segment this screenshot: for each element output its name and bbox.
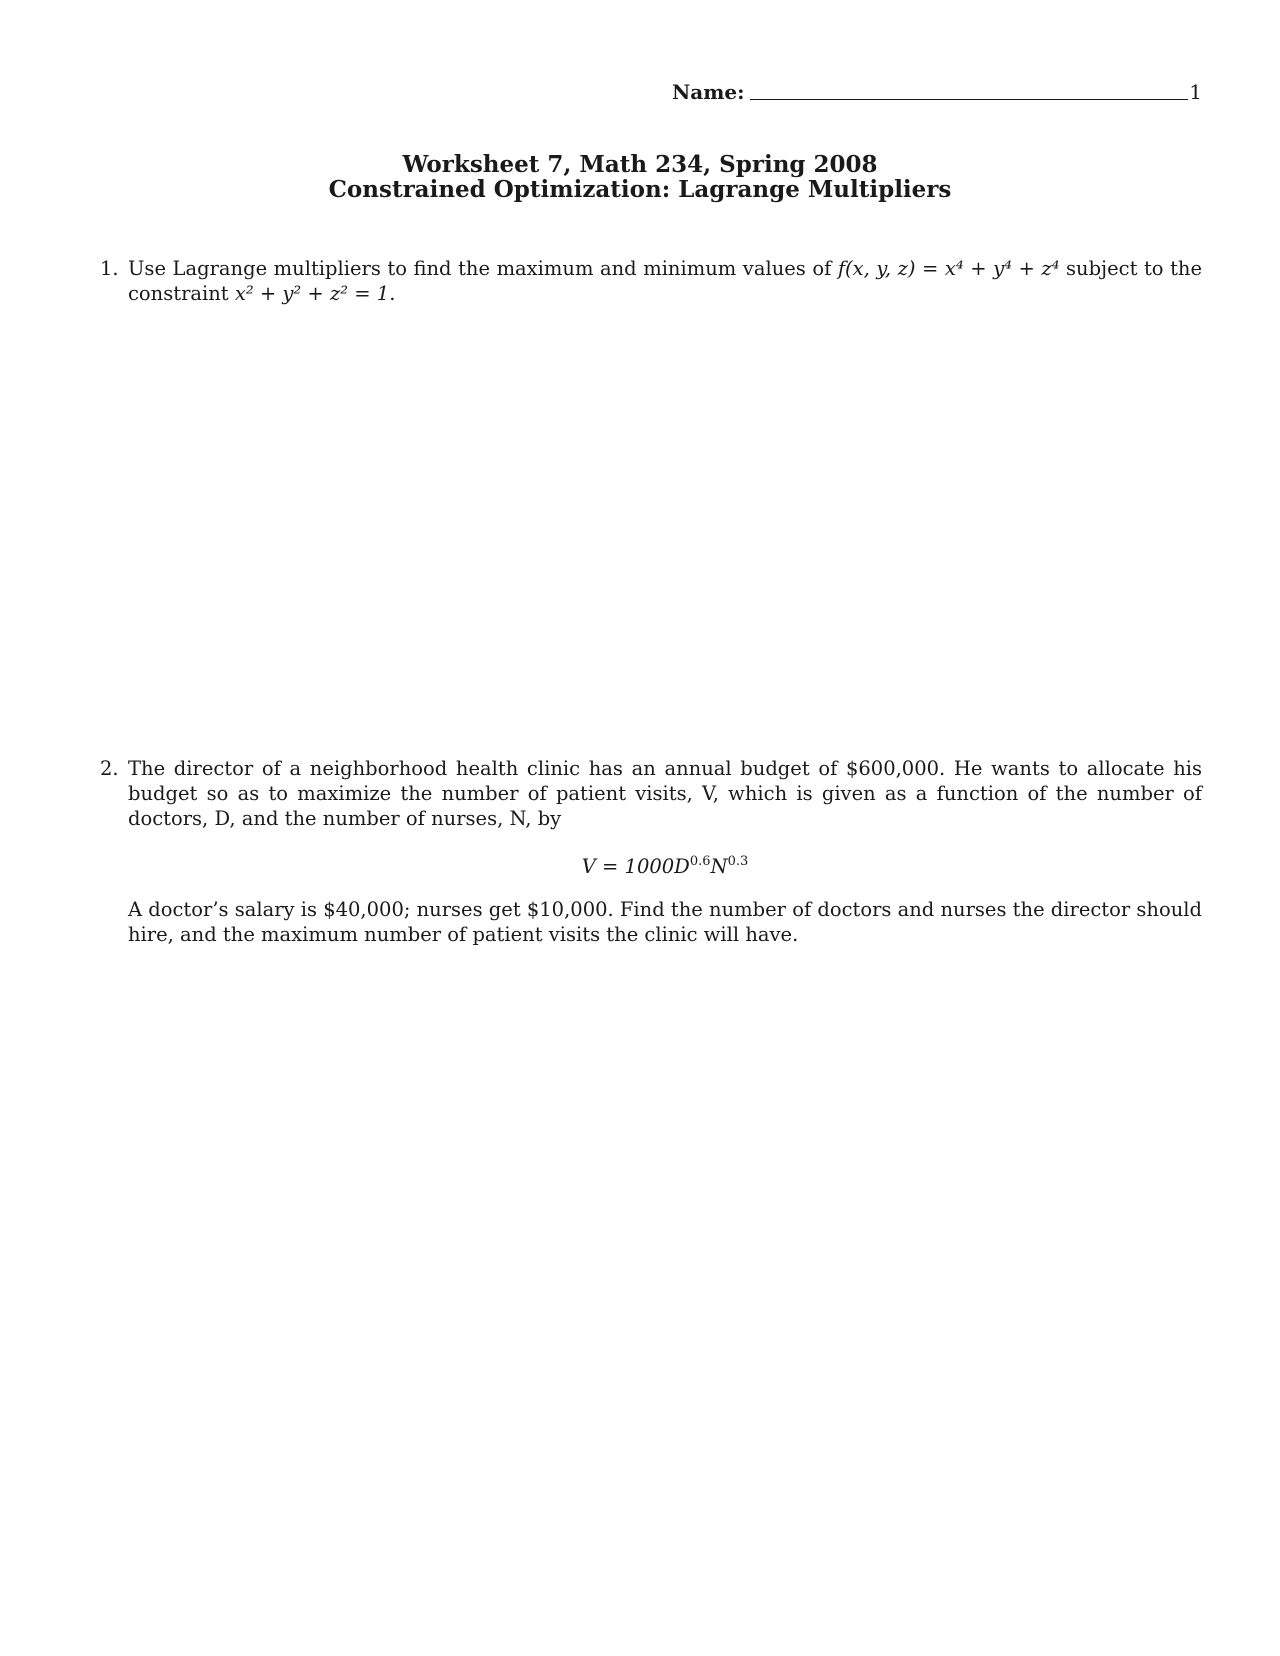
problem-text <box>128 256 1202 306</box>
page-number: 1 <box>1189 80 1202 104</box>
worksheet-title <box>0 152 1280 202</box>
objective-function: f(x, y, z) = x⁴ + y⁴ + z⁴ <box>837 257 1060 280</box>
problem-number: 2. <box>100 757 119 780</box>
problem-2 <box>100 756 1202 947</box>
problem-1-text-middle: subject to the constraint <box>128 257 1202 305</box>
title-line-1: Worksheet 7, Math 234, Spring 2008 <box>402 151 878 178</box>
visits-equation: $V = 1000D^{0.6}N^{0.3}$ <box>581 854 749 878</box>
title-line-2: Constrained Optimization: Lagrange Multipliers <box>328 176 952 203</box>
name-field <box>672 80 1202 106</box>
name-label: Name: <box>672 80 745 104</box>
problem-1-text-after: . <box>389 282 396 305</box>
problem-followup: A doctor’s salary is $40,000; nurses get $10,000. Find the number of doctors and nurses the director should hire, and the maximum number of patient visits the clinic will have. <box>128 898 1202 946</box>
problem-number: 1. <box>100 257 119 280</box>
problem-1-text-before: Use Lagrange multipliers to find the maximum and minimum values of <box>128 257 838 280</box>
problem-intro: The director of a neighborhood health clinic has an annual budget of $600,000. He wants to allocate his budget so as to maximize the number of patient visits, V, which is given as a function of the number of doctors, D, and the number of nurses, N, by <box>128 757 1202 830</box>
name-blank-line <box>750 99 1188 100</box>
constraint-equation: x² + y² + z² = 1 <box>234 282 390 305</box>
problem-1 <box>100 256 1202 306</box>
